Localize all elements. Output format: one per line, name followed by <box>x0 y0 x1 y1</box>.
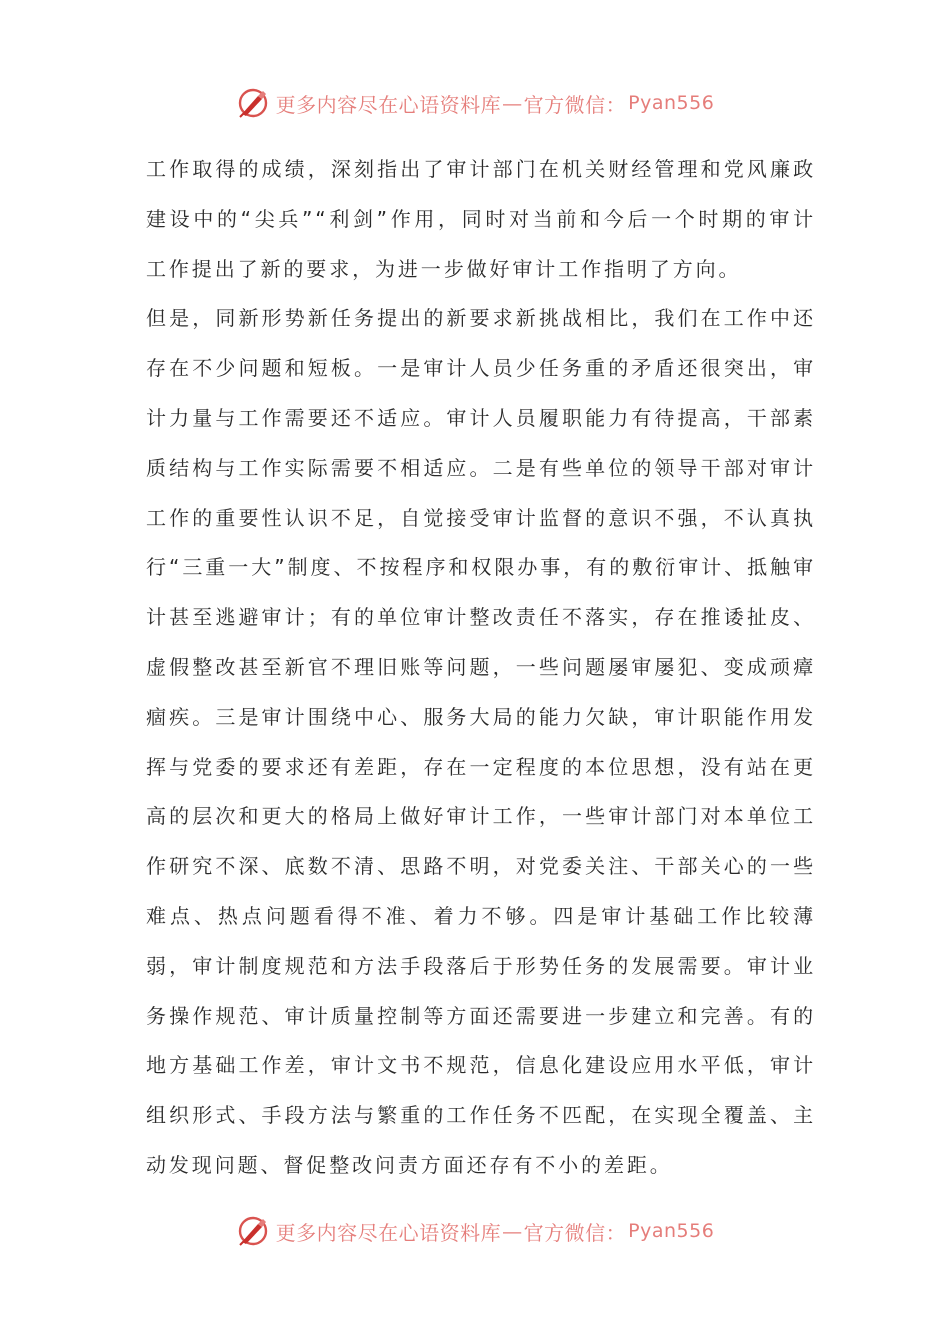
watermark-main-text: 更多内容尽在心语资料库 <box>275 92 502 117</box>
watermark-wechat-id: Pyan556 <box>628 92 715 114</box>
watermark-wechat-id: Pyan556 <box>628 1220 715 1242</box>
watermark-sub-text: 官方微信： <box>523 92 627 117</box>
watermark-separator: — <box>502 1219 523 1243</box>
document-body <box>146 145 816 1191</box>
pen-circle-logo-icon <box>236 1214 270 1248</box>
watermark-main-text: 更多内容尽在心语资料库 <box>275 1220 502 1245</box>
header-watermark <box>0 83 950 123</box>
watermark-sub-text: 官方微信： <box>523 1220 627 1245</box>
paragraph-1: 工作取得的成绩，深刻指出了审计部门在机关财经管理和党风廉政建设中的“尖兵”“利剑”作用，同时对当前和今后一个时期的审计工作提出了新的要求，为进一步做好审计工作指明了方向。 <box>146 157 816 281</box>
footer-watermark <box>0 1211 950 1251</box>
pen-circle-logo-icon <box>236 86 270 120</box>
watermark-separator: — <box>502 91 523 115</box>
paragraph-2: 但是，同新形势新任务提出的新要求新挑战相比，我们在工作中还存在不少问题和短板。一是审计人员少任务重的矛盾还很突出，审计力量与工作需要还不适应。审计人员履职能力有待提高，干部素质结构与工作实际需要不相适应。二是有些单位的领导干部对审计工作的重要性认识不足，自觉接受审计监督的意识不强，不认真执行“三重一大”制度、不按程序和权限办事，有的敷衍审计、抵触审计甚至逃避审计；有的单位审计整改责任不落实，存在推诿扯皮、虚假整改甚至新官不理旧账等问题，一些问题屡审屡犯、变成顽瘴痼疾。三是审计围绕中心、服务大局的能力欠缺，审计职能作用发挥与党委的要求还有差距，存在一定程度的本位思想，没有站在更高的层次和更大的格局上做好审计工作，一些审计部门对本单位工作研究不深、底数不清、思路不明，对党委关注、干部关心的一些难点、热点问题看得不准、着力不够。四是审计基础工作比较薄弱，审计制度规范和方法手段落后于形势任务的发展需要。审计业务操作规范、审计质量控制等方面还需要进一步建立和完善。有的地方基础工作差，审计文书不规范，信息化建设应用水平低，审计组织形式、手段方法与繁重的工作任务不匹配，在实现全覆盖、主动发现问题、督促整改问责方面还存有不小的差距。 <box>146 306 816 1177</box>
